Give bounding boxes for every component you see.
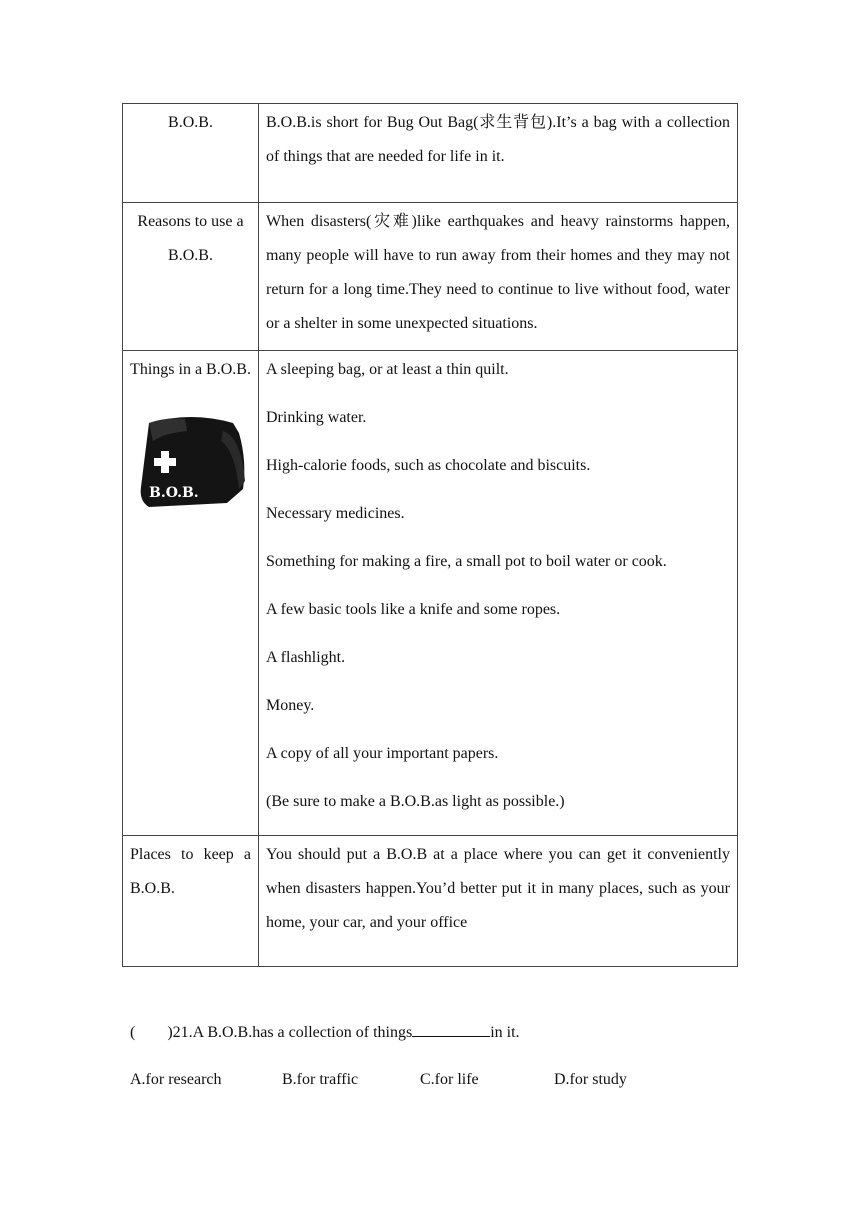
list-item: High-calorie foods, such as chocolate and biscuits.: [266, 457, 591, 474]
question-prefix: ( )21.A B.O.B.has a collection of things: [130, 1024, 413, 1041]
list-item: A copy of all your important papers.: [266, 745, 499, 762]
list-item: A sleeping bag, or at least a thin quilt.: [266, 361, 509, 378]
question-21: [130, 1020, 520, 1045]
list-item: A flashlight.: [266, 649, 346, 666]
table-row: [123, 351, 738, 836]
list-item: Money.: [266, 697, 315, 714]
bob-info-table: [122, 103, 738, 967]
row-content: B.O.B.is short for Bug Out Bag(求生背包).It’s a bag with a collection of things that are needed for life in it.: [259, 104, 738, 203]
option-d[interactable]: D.for study: [554, 1071, 627, 1088]
row-content: You should put a B.O.B at a place where you can get it conveniently when disasters happen.You’d better put it in many places, such as your home, your car, and your office: [259, 836, 738, 967]
row-label-cell: [123, 351, 259, 836]
list-item: Drinking water.: [266, 409, 367, 426]
answer-blank[interactable]: [412, 1020, 490, 1037]
option-c[interactable]: C.for life: [420, 1071, 479, 1088]
table-row: [123, 104, 738, 203]
items-list: [259, 351, 738, 836]
table-row: [123, 203, 738, 351]
list-item: (Be sure to make a B.O.B.as light as possible.): [266, 793, 565, 810]
row-label: Reasons to use a B.O.B.: [123, 203, 259, 351]
row-label: Places to keep a B.O.B.: [123, 836, 259, 967]
table-row: [123, 836, 738, 967]
backpack-image: [135, 411, 247, 511]
question-suffix: in it.: [490, 1024, 520, 1041]
row-content: When disasters(灾难)like earthquakes and heavy rainstorms happen, many people will have to run away from their homes and they may not return for a long time.They need to continue to live without food, water or a shelter in some unexpected situations.: [259, 203, 738, 351]
list-item: A few basic tools like a knife and some ropes.: [266, 601, 561, 618]
list-item: Something for making a fire, a small pot to boil water or cook.: [266, 553, 667, 570]
option-a[interactable]: A.for research: [130, 1071, 222, 1088]
row-label: Things in a B.O.B.: [130, 361, 251, 378]
backpack-label: B.O.B.: [148, 485, 199, 501]
option-b[interactable]: B.for traffic: [282, 1071, 359, 1088]
row-label: B.O.B.: [123, 104, 259, 203]
list-item: Necessary medicines.: [266, 505, 405, 522]
